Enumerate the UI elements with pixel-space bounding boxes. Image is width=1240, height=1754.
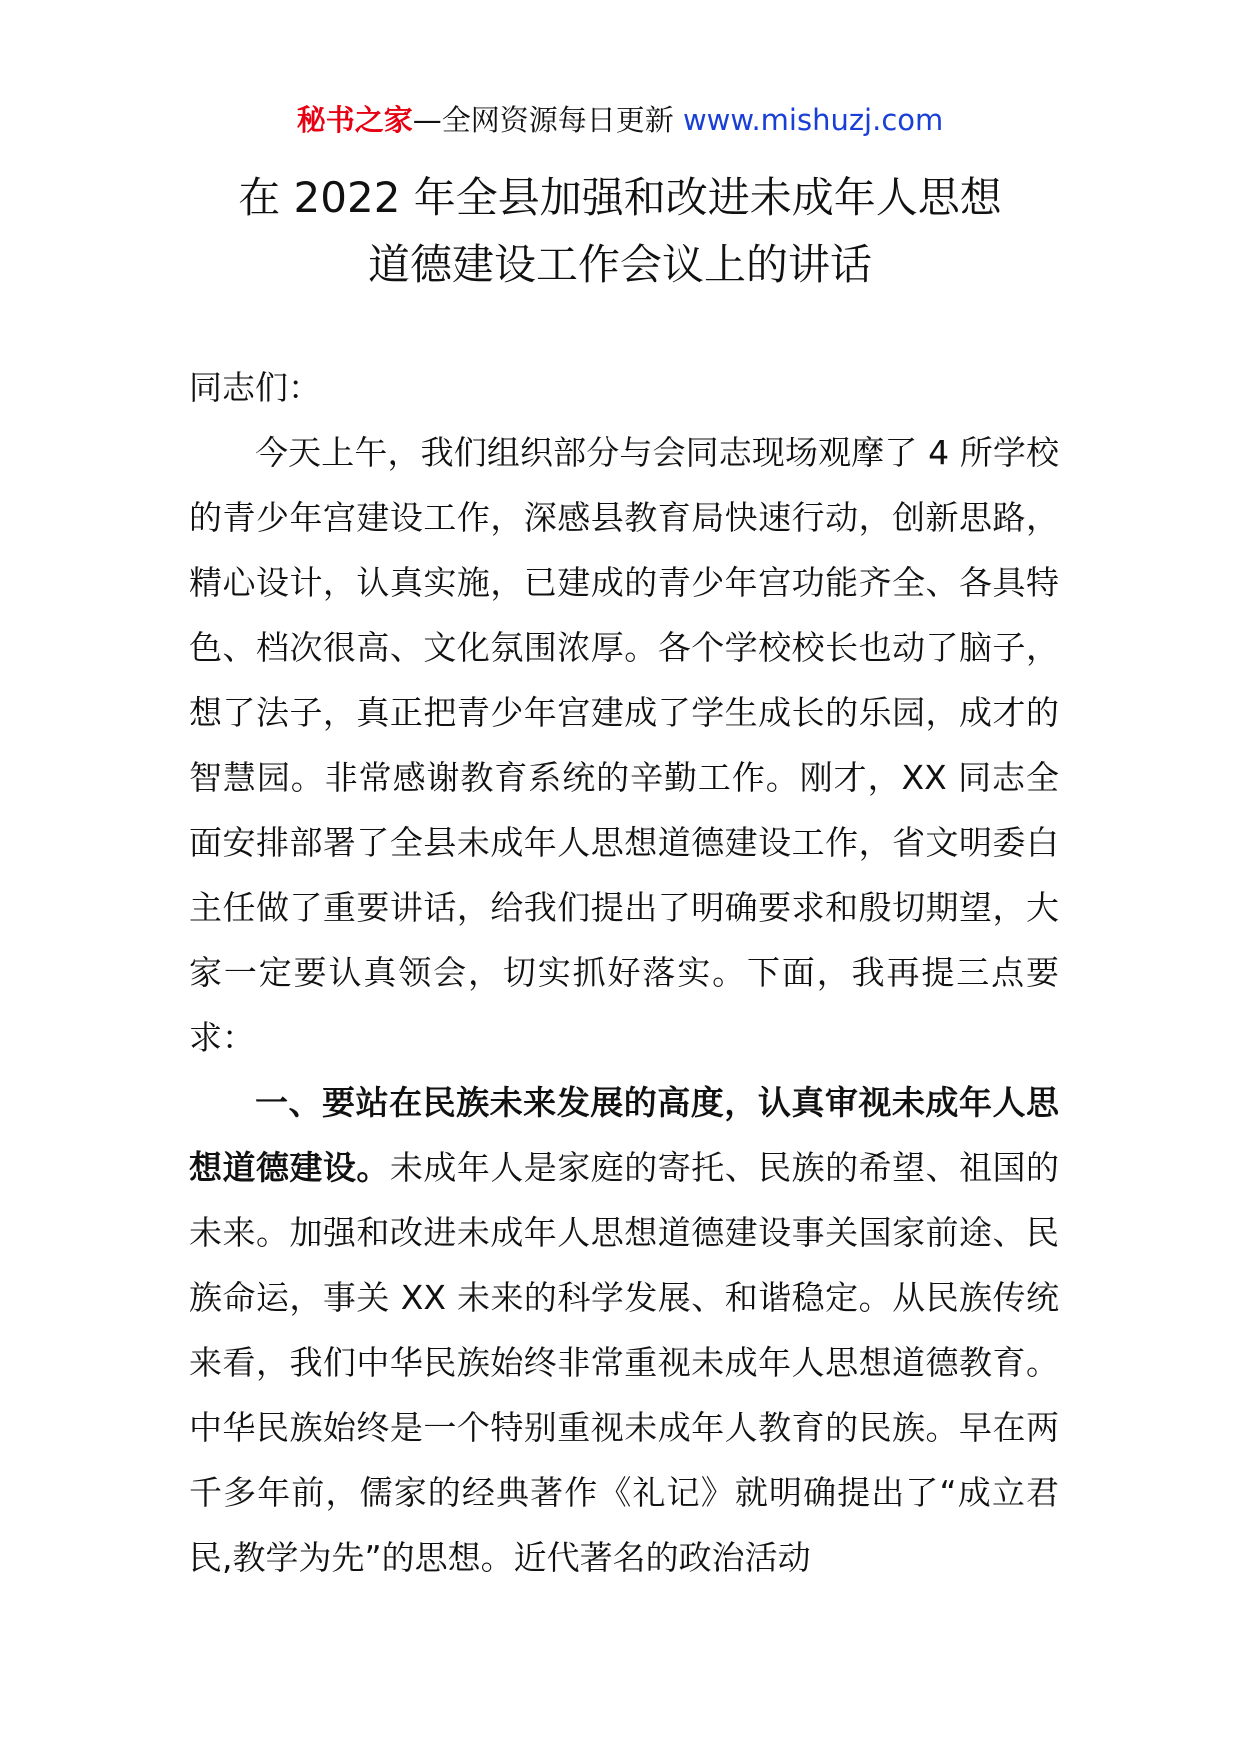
paragraph-section-1	[189, 1070, 1059, 1590]
paragraph-intro: 今天上午，我们组织部分与会同志现场观摩了 4 所学校的青少年宫建设工作，深感县教育局快速行动，创新思路，精心设计，认真实施，已建成的青少年宫功能齐全、各具特色、档次很高、文化氛围浓厚。各个学校校长也动了脑子，想了法子，真正把青少年宫建成了学生成长的乐园，成才的智慧园。非常感谢教育系统的辛勤工作。刚才，XX 同志全面安排部署了全县未成年人思想道德建设工作，省文明委白主任做了重要讲话，给我们提出了明确要求和殷切期望，大家一定要认真领会，切实抓好落实。下面，我再提三点要求：	[189, 433, 1059, 1057]
document-title-line-2: 道德建设工作会议上的讲话	[367, 240, 872, 289]
document-body	[189, 355, 1059, 1590]
header-tagline: —全网资源每日更新	[412, 103, 674, 137]
site-url-link[interactable]: www.mishuzj.com	[682, 103, 944, 137]
brand-name: 秘书之家	[296, 103, 413, 137]
site-header	[0, 100, 1240, 140]
salutation: 同志们：	[189, 368, 321, 407]
document-title-line-1: 在 2022 年全县加强和改进未成年人思想	[238, 173, 1002, 222]
section-1-text: 未成年人是家庭的寄托、民族的希望、祖国的未来。加强和改进未成年人思想道德建设事关国家前途、民族命运，事关 XX 未来的科学发展、和谐稳定。从民族传统来看，我们中华民族始终非常重视未成年人思想道德教育。中华民族始终是一个特别重视未成年人教育的民族。早在两千多年前，儒家的经典著作《礼记》就明确提出了“成立君民,教学为先”的思想。近代著名的政治活动	[189, 1148, 1060, 1577]
section-1-heading: 一、要站在民族未来发展的高度，认真审视未成年人思想道德建设。	[189, 1083, 1059, 1187]
